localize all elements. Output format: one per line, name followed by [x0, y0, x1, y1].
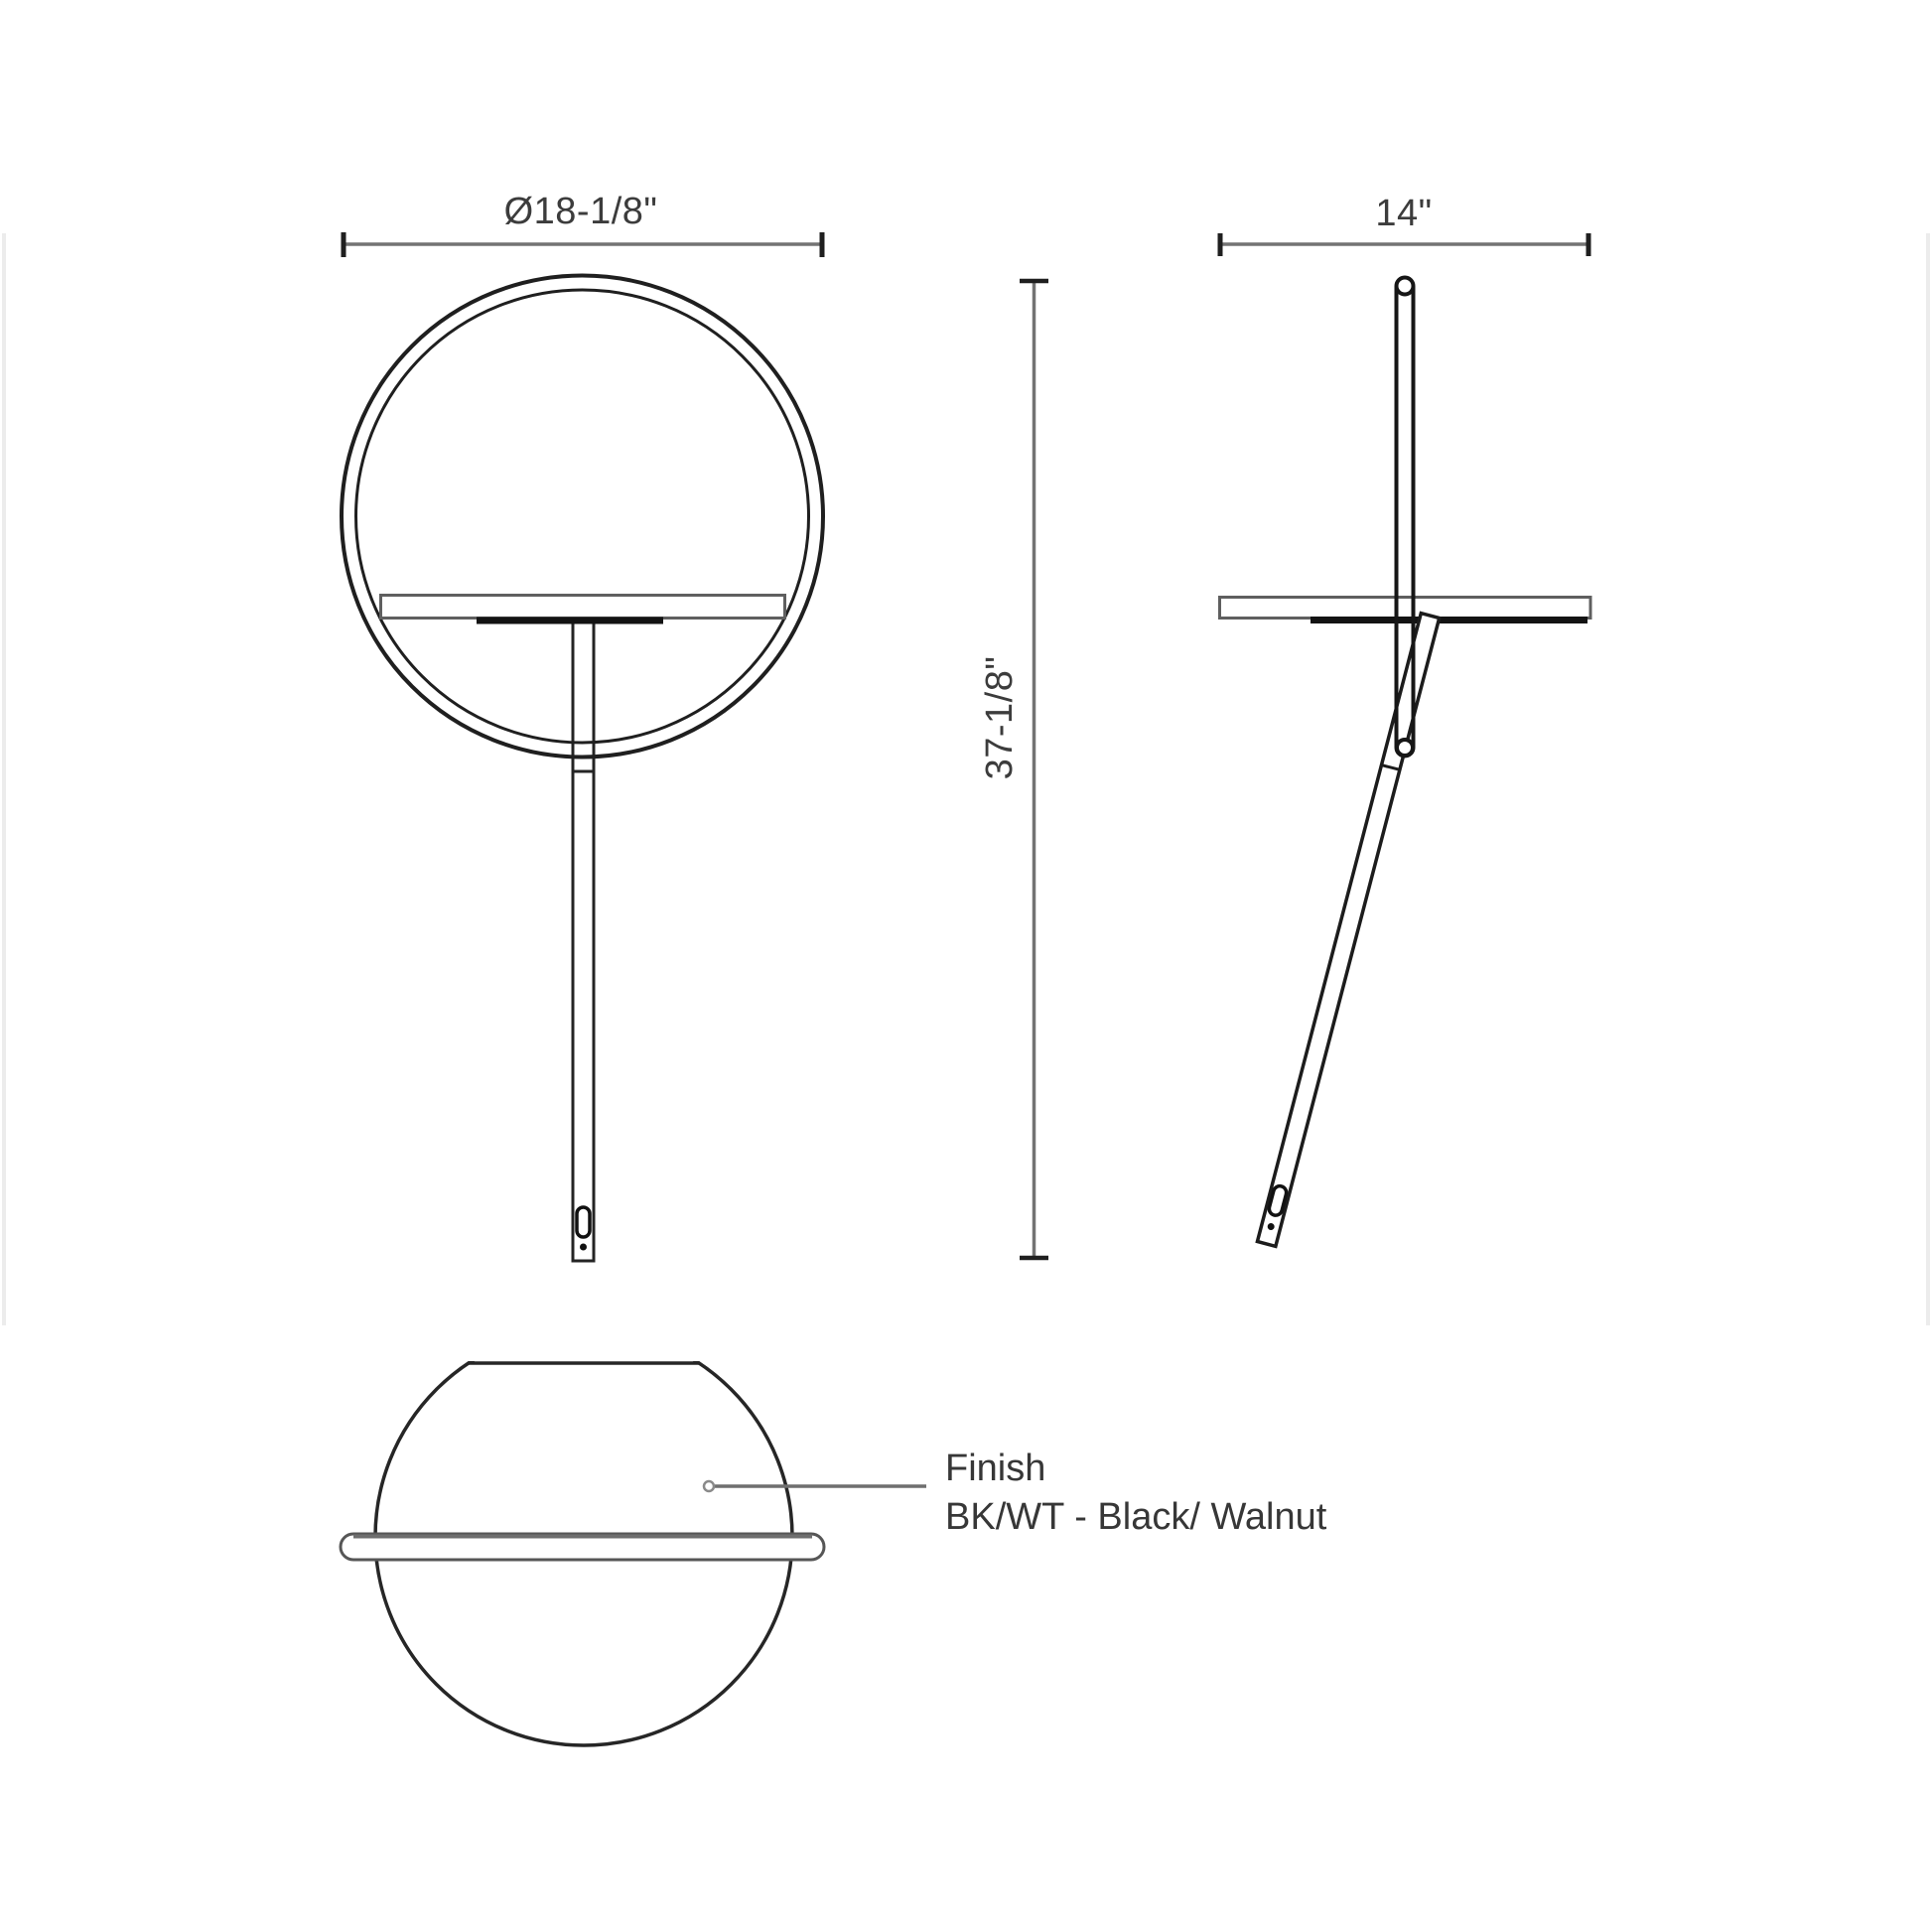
finish-note: [945, 1445, 1326, 1542]
finish-note-title: Finish: [945, 1448, 1046, 1489]
finish-leader-line: [704, 1481, 926, 1491]
front-stem: [573, 604, 594, 1261]
side-view: [1020, 233, 1590, 1258]
side-height-dimension-label: 37-1/8": [979, 655, 1021, 780]
side-height-dimension-line: [1020, 281, 1048, 1258]
side-shelf: [1220, 598, 1591, 621]
side-width-dimension-label: 14": [1375, 193, 1433, 234]
front-view: [342, 232, 823, 1261]
side-width-dimension-line: [1220, 233, 1588, 256]
finish-note-value: BK/WT - Black/ Walnut: [945, 1496, 1327, 1538]
top-ring-bar: [341, 1534, 824, 1560]
front-shelf: [381, 596, 785, 621]
top-view: [341, 1319, 926, 1745]
front-width-dimension-line: [344, 232, 822, 257]
front-diameter-dimension-label: Ø18-1/8": [503, 191, 658, 232]
